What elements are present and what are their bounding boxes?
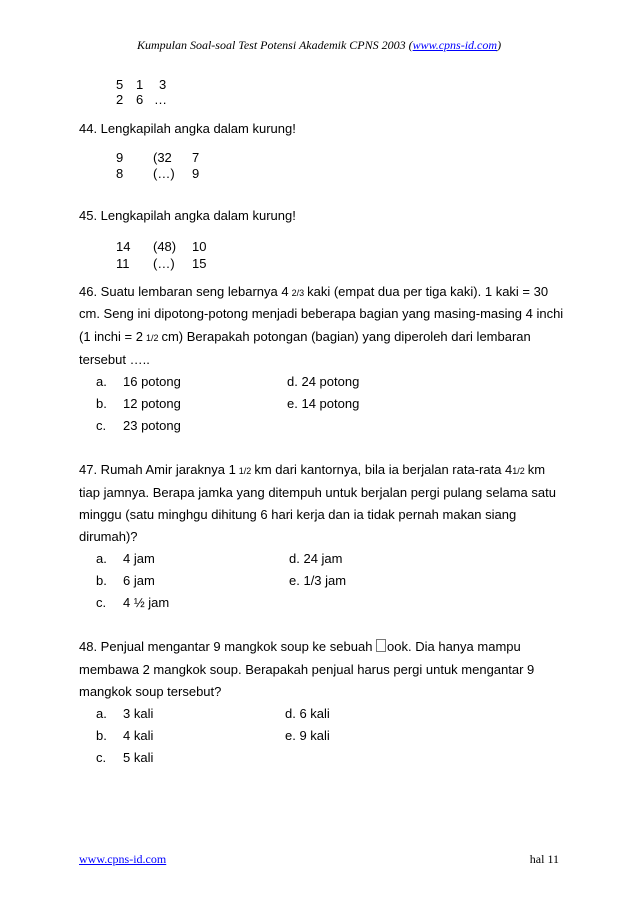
q45-r2-c2: (…) [153,256,175,271]
q44-r2-c2: (…) [153,166,175,181]
q47-option-e-text: 1/3 jam [303,573,347,588]
q46-fraction-2: 1/2 [145,333,159,343]
q46-line-4: tersebut ….. [79,352,150,367]
q47-line-1c: km [527,462,546,477]
q45-r2-c3: 15 [192,256,207,271]
q44-question: 44. Lengkapilah angka dalam kurung! [79,121,296,136]
q46-option-b-letter: b. [96,396,107,411]
q46-line-1 [79,281,548,304]
q46-line-1a: 46. Suatu lembaran seng lebarnya 4 [79,284,289,299]
q46-line-2: cm. Seng ini dipotong-potong menjadi beberapa bagian yang masing-masing 4 inchi [79,306,564,321]
q48-option-b-text: 4 kali [123,728,154,743]
q45-question: 45. Lengkapilah angka dalam kurung! [79,208,296,223]
q47-option-c-text: 4 ½ jam [123,595,170,610]
q46-line-3 [79,326,531,349]
q46-line-3b: cm) Berapakah potongan (bagian) yang diperoleh dari lembaran [161,329,531,344]
q44-r2-c1: 8 [116,166,124,181]
q44-r1-c2: (32 [153,150,172,165]
q46-option-e [287,393,359,415]
q47-line-2: tiap jamnya. Berapa jamka yang ditempuh untuk berjalan pergi pulang selama satu [79,485,556,500]
q47-fraction-1: 1/2 [238,466,252,476]
q48-option-c-letter: c. [96,750,107,765]
page-header: Kumpulan Soal-soal Test Potensi Akademik CPNS 2003 (www.cpns-id.com) [136,38,502,52]
q43-r2-c2: 6 [136,92,144,107]
q47-line-4: dirumah)? [79,529,138,544]
q48-option-e-letter: e. [285,728,296,743]
q47-option-d-text: 24 jam [303,551,343,566]
q47-option-d [289,548,343,570]
q48-option-d-text: 6 kali [299,706,330,721]
q47-option-b-letter: b. [96,573,107,588]
q44-r1-c1: 9 [116,150,124,165]
q46-option-c-letter: c. [96,418,107,433]
q47-option-a-letter: a. [96,551,107,566]
q48-option-b-letter: b. [96,728,107,743]
q46-line-3a: (1 inchi = 2 [79,329,143,344]
q43-r1-c2: 1 [136,77,144,92]
q48-line-2: membawa 2 mangkok soup. Berapakah penjual harus pergi untuk mengantar 9 [79,662,535,677]
q46-option-a-letter: a. [96,374,107,389]
q46-fraction-1: 2/3 [291,288,305,298]
q46-option-d-text: 24 potong [301,374,360,389]
q46-option-d [287,371,359,393]
q48-option-e [285,725,330,747]
q47-option-c-letter: c. [96,595,107,610]
q43-r1-c3: 3 [159,77,167,92]
q48-line-3: mangkok soup tersebut? [79,684,222,699]
q47-line-3: minggu (satu minghgu dihitung 6 hari kerja dan ia tidak pernah makan siang [79,507,517,522]
q45-r1-c1: 14 [116,239,131,254]
q46-option-e-text: 14 potong [301,396,360,411]
q48-option-d-letter: d. [285,706,296,721]
q48-option-a-letter: a. [96,706,107,721]
q46-option-e-letter: e. [287,396,298,411]
q48-line-1b: ook. Dia hanya mampu [387,639,521,654]
q46-option-d-letter: d. [287,374,298,389]
q48-option-d [285,703,330,725]
q46-line-1b: kaki (empat dua per tiga kaki). 1 kaki = 30 [307,284,549,299]
q47-option-a-text: 4 jam [123,551,155,566]
q48-line-1 [79,636,521,658]
q46-option-c-text: 23 potong [123,418,181,433]
footer-link[interactable]: www.cpns-id.com [79,852,167,866]
q47-line-1b: km dari kantornya, bila ia berjalan rata-rata 4 [254,462,513,477]
q43-r1-c1: 5 [116,77,124,92]
q47-option-e-letter: e. [289,573,300,588]
q47-option-b-text: 6 jam [123,573,155,588]
q45-r2-c1: 11 [116,256,130,271]
q46-option-b-text: 12 potong [123,396,181,411]
missing-glyph-box [376,639,386,652]
q44-r1-c3: 7 [192,150,200,165]
page-number: hal 11 [529,852,559,866]
q43-r2-c3: … [154,92,167,107]
q48-option-c-text: 5 kali [123,750,154,765]
q47-option-d-letter: d. [289,551,300,566]
q47-line-1a: 47. Rumah Amir jaraknya 1 [79,462,236,477]
q48-line-1a: 48. Penjual mengantar 9 mangkok soup ke sebuah [79,639,373,654]
q44-r2-c3: 9 [192,166,200,181]
header-title: Kumpulan Soal-soal Test Potensi Akademik CPNS 2003 [136,38,406,52]
q48-option-a-text: 3 kali [123,706,154,721]
q46-option-a-text: 16 potong [123,374,181,389]
header-link[interactable]: www.cpns-id.com [412,38,498,52]
q45-r1-c2: (48) [153,239,177,254]
q45-r1-c3: 10 [192,239,207,254]
q47-option-e [289,570,346,592]
q43-r2-c1: 2 [116,92,124,107]
q48-option-e-text: 9 kali [299,728,330,743]
q47-line-1 [79,459,545,482]
q47-fraction-2: 1/2 [512,466,525,476]
